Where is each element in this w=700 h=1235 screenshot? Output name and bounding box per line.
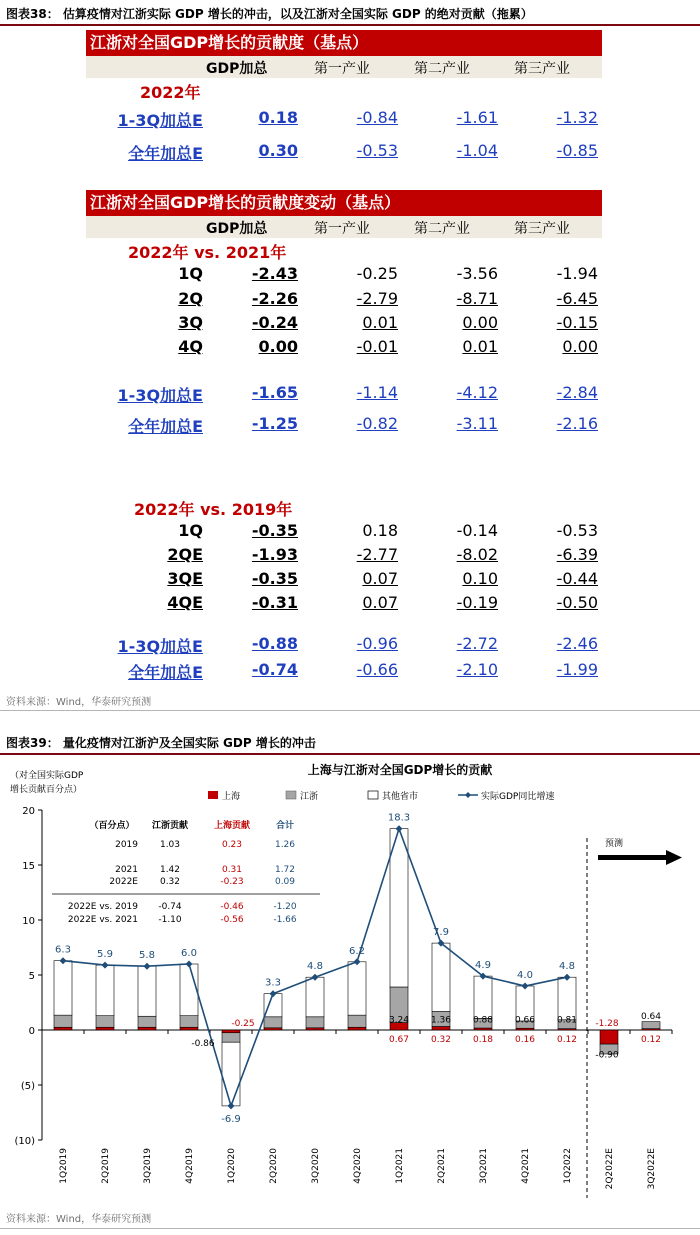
x-tick-label: 3Q2020 — [311, 1148, 321, 1184]
y-tick-label: 15 — [22, 861, 35, 872]
g2-sum-1-3q-label[interactable]: 1-3Q加总E — [117, 637, 203, 656]
g1-row-0-label: 1Q — [178, 264, 203, 283]
inset-header: 合计 — [275, 821, 295, 831]
t1-row-full-label[interactable]: 全年加总E — [128, 144, 203, 163]
inset-cell: -1.66 — [273, 915, 297, 925]
gdp-data-label: 4.8 — [307, 961, 323, 973]
figure-39-source: 资料来源：Wind，华泰研究预测 — [6, 1214, 152, 1225]
g1-row-2-label: 3Q — [178, 313, 203, 332]
g2-row-1-value-0: -1.93 — [251, 545, 298, 564]
g2-sum-full-value-2: -2.10 — [456, 660, 498, 679]
inset-cell: 0.23 — [221, 840, 243, 850]
shanghai-data-label: 0.12 — [640, 1035, 662, 1045]
y-tick-label: (10) — [14, 1136, 35, 1147]
inset-header: （百分点） — [89, 821, 135, 831]
t1-row-1-3q-value-3: -1.32 — [556, 108, 598, 127]
bar-other — [558, 977, 576, 1020]
x-tick-label: 2Q2021 — [437, 1148, 447, 1184]
bar-other — [348, 962, 366, 1015]
bar-other — [306, 977, 324, 1017]
g1-sum-1-3q-value-1: -1.14 — [356, 383, 398, 402]
g1-row-3-value-0: 0.00 — [258, 337, 298, 356]
figure-38-source: 资料来源：Wind，华泰研究预测 — [6, 697, 152, 708]
bar-shanghai — [432, 1026, 450, 1030]
jiangzhe-data-label: 0.81 — [556, 1015, 578, 1026]
inset-cell: 0.32 — [159, 877, 181, 887]
x-tick-label: 3Q2022E — [647, 1148, 657, 1190]
g1-sum-1-3q-value-3: -2.84 — [556, 383, 598, 402]
x-tick-label: 2Q2019 — [101, 1148, 111, 1184]
inset-cell: 2019 — [115, 840, 138, 850]
g2-row-2-value-0: -0.35 — [251, 569, 298, 588]
g2-sum-1-3q-value-1: -0.96 — [356, 634, 398, 653]
g2-row-3-value-3: -0.50 — [556, 593, 598, 612]
t2-h-tertiary: 第三产业 — [514, 221, 570, 237]
t2-h-primary: 第一产业 — [314, 221, 370, 237]
legend-label-jiangzhe: 江浙 — [300, 792, 319, 802]
x-tick-label: 1Q2022 — [563, 1148, 573, 1184]
g2-row-0-value-2: -0.14 — [456, 521, 498, 540]
g2-row-0-value-3: -0.53 — [556, 521, 598, 540]
bar-other — [432, 943, 450, 1011]
y-tick-label: 5 — [28, 971, 35, 982]
y-tick-label: 20 — [22, 806, 35, 817]
g2-row-2-label: 3QE — [167, 569, 203, 588]
chart-title: 上海与江浙对全国GDP增长的贡献 — [307, 763, 493, 777]
t1-row-1-3q-value-1: -0.84 — [356, 108, 398, 127]
legend-swatch-shanghai — [208, 791, 218, 799]
gdp-data-label: 6.2 — [349, 945, 365, 957]
shanghai-data-label: 0.12 — [556, 1035, 578, 1045]
g1-row-3-label: 4Q — [178, 337, 203, 356]
g2-sum-full-value-1: -0.66 — [356, 660, 398, 679]
inset-cell: -0.46 — [220, 902, 244, 912]
gdp-data-label: 5.8 — [139, 950, 155, 962]
g1-row-1-value-3: -6.45 — [556, 289, 598, 308]
t1-row-full-value-2: -1.04 — [456, 141, 498, 160]
gdp-data-label: -6.9 — [221, 1113, 241, 1125]
g2-row-1-value-3: -6.39 — [556, 545, 598, 564]
table2-band: 江浙对全国GDP增长的贡献度变动（基点） — [86, 190, 602, 216]
x-tick-label: 1Q2020 — [227, 1148, 237, 1184]
x-tick-label: 4Q2020 — [353, 1148, 363, 1184]
bar-shanghai — [348, 1027, 366, 1030]
forecast-label: 预测 — [605, 839, 624, 849]
g2-row-2-value-3: -0.44 — [556, 569, 598, 588]
inset-cell: 1.26 — [274, 840, 296, 850]
g2-row-1-value-1: -2.77 — [356, 545, 398, 564]
x-tick-label: 4Q2019 — [185, 1148, 195, 1184]
g2-row-0-value-0: -0.35 — [251, 521, 298, 540]
legend-label-gdp: 实际GDP同比增速 — [481, 792, 555, 802]
t1-row-full-value-1: -0.53 — [356, 141, 398, 160]
g1-row-3-value-2: 0.01 — [462, 337, 498, 356]
bar-jiangzhe — [642, 1022, 660, 1029]
g2-row-1-value-2: -8.02 — [456, 545, 498, 564]
g2-row-0-label: 1Q — [178, 521, 203, 540]
x-tick-label: 4Q2021 — [521, 1148, 531, 1184]
g1-row-3-value-3: 0.00 — [562, 337, 598, 356]
bar-jiangzhe — [264, 1017, 282, 1028]
legend-swatch-jiangzhe — [286, 791, 296, 799]
gdp-data-label: 4.0 — [517, 970, 533, 981]
g1-sum-1-3q-label[interactable]: 1-3Q加总E — [117, 386, 203, 405]
legend-label-shanghai: 上海 — [222, 792, 241, 802]
inset-cell: -0.56 — [220, 915, 244, 925]
g1-row-0-value-3: -1.94 — [556, 264, 598, 283]
g2-row-3-value-2: -0.19 — [456, 593, 498, 612]
inset-cell: 1.72 — [274, 865, 296, 875]
gdp-data-label: 6.3 — [55, 944, 71, 956]
bar-jiangzhe — [222, 1033, 240, 1042]
y-tick-label: (5) — [20, 1081, 35, 1092]
g2-sum-full-label[interactable]: 全年加总E — [128, 663, 203, 682]
gdp-data-label: 5.9 — [97, 949, 113, 961]
g2-row-3-value-0: -0.31 — [251, 593, 298, 612]
bar-other — [180, 964, 198, 1016]
gdp-data-label: 18.3 — [387, 812, 411, 824]
inset-table — [52, 819, 320, 925]
figure-38-top-rule — [0, 24, 700, 26]
x-tick-label: 1Q2021 — [395, 1148, 405, 1184]
jiangzhe-data-label: 0.64 — [640, 1012, 662, 1023]
inset-cell: 1.42 — [159, 865, 181, 875]
inset-cell: -1.20 — [273, 902, 297, 912]
t1-h-tertiary: 第三产业 — [514, 61, 570, 77]
bar-jiangzhe — [348, 1015, 366, 1027]
figure-39-title: 图表39： 量化疫情对江浙沪及全国实际 GDP 增长的冲击 — [6, 736, 316, 750]
x-tick-label: 3Q2021 — [479, 1148, 489, 1184]
g2-sum-full-value-0: -0.74 — [251, 660, 298, 679]
shanghai-data-label: 0.32 — [430, 1035, 452, 1045]
table1-header — [86, 56, 602, 78]
gdp-data-label: 6.0 — [181, 948, 197, 959]
table2-header — [86, 216, 602, 238]
bar-other — [390, 829, 408, 987]
shanghai-data-label: 0.18 — [472, 1035, 494, 1045]
g2-row-0-value-1: 0.18 — [362, 521, 398, 540]
bar-other — [474, 976, 492, 1018]
legend-label-other: 其他省市 — [382, 792, 419, 802]
x-tick-label: 2Q2022E — [605, 1148, 615, 1190]
bar-jiangzhe — [306, 1017, 324, 1028]
t1-row-1-3q-value-2: -1.61 — [456, 108, 498, 127]
g2-sum-1-3q-value-2: -2.72 — [456, 634, 498, 653]
t1-row-1-3q-label[interactable]: 1-3Q加总E — [117, 111, 203, 130]
g1-row-2-value-1: 0.01 — [362, 313, 398, 332]
g1-row-1-label: 2Q — [178, 289, 203, 308]
inset-cell: -0.23 — [220, 877, 244, 887]
inset-cell: -1.10 — [158, 915, 182, 925]
g1-sum-1-3q-value-0: -1.65 — [251, 383, 298, 402]
bar-jiangzhe — [96, 1016, 114, 1028]
inset-cell: 1.03 — [159, 840, 181, 850]
inset-cell: -0.74 — [158, 902, 182, 912]
g1-sum-full-value-3: -2.16 — [556, 414, 598, 433]
g1-sum-1-3q-value-2: -4.12 — [456, 383, 498, 402]
x-tick-label: 1Q2019 — [59, 1148, 69, 1184]
bar-shanghai — [306, 1028, 324, 1030]
table1-year: 2022年 — [140, 83, 201, 102]
bar-jiangzhe — [180, 1016, 198, 1028]
g2-sum-full-value-3: -1.99 — [556, 660, 598, 679]
g2-row-3-value-1: 0.07 — [362, 593, 398, 612]
jiangzhe-data-label: -0.90 — [595, 1050, 619, 1061]
figure-38-bottom-rule — [0, 710, 700, 711]
g2-sum-1-3q-value-0: -0.88 — [251, 634, 298, 653]
bar-jiangzhe — [54, 1015, 72, 1027]
g1-sum-full-value-1: -0.82 — [356, 414, 398, 433]
inset-cell: 2022E vs. 2019 — [67, 902, 138, 912]
g2-sum-1-3q-value-3: -2.46 — [556, 634, 598, 653]
inset-cell: 2022E vs. 2021 — [67, 915, 138, 925]
t1-h-primary: 第一产业 — [314, 61, 370, 77]
bar-other — [96, 965, 114, 1016]
inset-cell: 2022E — [109, 877, 138, 887]
t1-row-full-value-0: 0.30 — [258, 141, 298, 160]
jiangzhe-data-label: 1.36 — [430, 1015, 452, 1026]
figure-39-bottom-rule — [0, 1228, 700, 1229]
inset-cell: 2021 — [115, 865, 138, 875]
t2-h-secondary: 第二产业 — [414, 221, 470, 237]
y-note-line2: 增长贡献百分点） — [10, 785, 83, 795]
figure-38-title: 图表38： 估算疫情对江浙实际 GDP 增长的冲击，以及江浙对全国实际 GDP 的绝对贡献（拖累） — [6, 7, 533, 21]
legend-swatch-other — [368, 791, 378, 799]
shanghai-data-label: 0.16 — [514, 1035, 536, 1045]
legend-marker-gdp — [465, 792, 471, 798]
table1-band: 江浙对全国GDP增长的贡献度（基点） — [86, 30, 602, 56]
shanghai-data-label: -0.25 — [231, 1019, 255, 1029]
group2-year: 2022年 vs. 2019年 — [134, 500, 293, 519]
jiangzhe-data-label: 0.88 — [472, 1015, 494, 1026]
gdp-data-label: 7.9 — [433, 927, 449, 939]
y-note-line1: （对全国实际GDP — [10, 771, 84, 781]
jiangzhe-data-label: 3.24 — [388, 1015, 410, 1026]
g1-row-2-value-3: -0.15 — [556, 313, 598, 332]
gdp-data-label: 4.9 — [475, 960, 491, 972]
group1-year: 2022年 vs. 2021年 — [128, 243, 287, 262]
jiangzhe-data-label: 0.66 — [514, 1015, 536, 1026]
t1-h-gdp: GDP加总 — [206, 61, 268, 77]
bar-shanghai — [600, 1030, 618, 1044]
bar-shanghai — [180, 1027, 198, 1030]
jiangzhe-data-label: -0.86 — [191, 1039, 215, 1050]
legend — [208, 790, 554, 802]
inset-header: 上海贡献 — [213, 821, 251, 831]
g1-sum-full-value-0: -1.25 — [251, 414, 298, 433]
g2-row-2-value-1: 0.07 — [362, 569, 398, 588]
t1-h-secondary: 第二产业 — [414, 61, 470, 77]
g1-sum-full-value-2: -3.11 — [456, 414, 498, 433]
bar-jiangzhe — [138, 1016, 156, 1027]
gdp-contribution-chart — [0, 758, 700, 1208]
y-tick-label: 10 — [22, 916, 35, 927]
g1-row-2-value-2: 0.00 — [462, 313, 498, 332]
bar-other — [54, 961, 72, 1015]
g1-row-0-value-0: -2.43 — [251, 264, 298, 283]
gdp-data-label: 3.3 — [265, 977, 281, 989]
shanghai-data-label: -1.28 — [595, 1019, 619, 1029]
bar-shanghai — [96, 1027, 114, 1030]
inset-cell: 0.09 — [274, 877, 296, 887]
g1-row-0-value-2: -3.56 — [456, 264, 498, 283]
inset-cell: 0.31 — [221, 865, 243, 875]
g1-row-1-value-0: -2.26 — [251, 289, 298, 308]
y-tick-label: 0 — [28, 1026, 35, 1037]
bar-other — [138, 966, 156, 1016]
bar-shanghai — [138, 1027, 156, 1030]
x-tick-label: 3Q2019 — [143, 1148, 153, 1184]
t1-row-1-3q-value-0: 0.18 — [258, 108, 298, 127]
bar-other — [222, 1042, 240, 1106]
g1-row-2-value-0: -0.24 — [251, 313, 298, 332]
g2-row-3-label: 4QE — [167, 593, 203, 612]
gdp-data-label: 4.8 — [559, 961, 575, 973]
g1-row-0-value-1: -0.25 — [356, 264, 398, 283]
x-tick-label: 2Q2020 — [269, 1148, 279, 1184]
figure-39-top-rule — [0, 753, 700, 755]
shanghai-data-label: 0.67 — [388, 1035, 410, 1045]
bar-shanghai — [264, 1028, 282, 1030]
t1-row-full-value-3: -0.85 — [556, 141, 598, 160]
t2-h-gdp: GDP加总 — [206, 221, 268, 237]
inset-header: 江浙贡献 — [151, 821, 189, 831]
g2-row-1-label: 2QE — [167, 545, 203, 564]
g1-row-1-value-2: -8.71 — [456, 289, 498, 308]
g2-row-2-value-2: 0.10 — [462, 569, 498, 588]
g1-sum-full-label[interactable]: 全年加总E — [128, 417, 203, 436]
bar-shanghai — [222, 1030, 240, 1033]
bar-shanghai — [54, 1027, 72, 1030]
g1-row-3-value-1: -0.01 — [356, 337, 398, 356]
g1-row-1-value-1: -2.79 — [356, 289, 398, 308]
forecast-arrow-icon — [598, 850, 682, 865]
